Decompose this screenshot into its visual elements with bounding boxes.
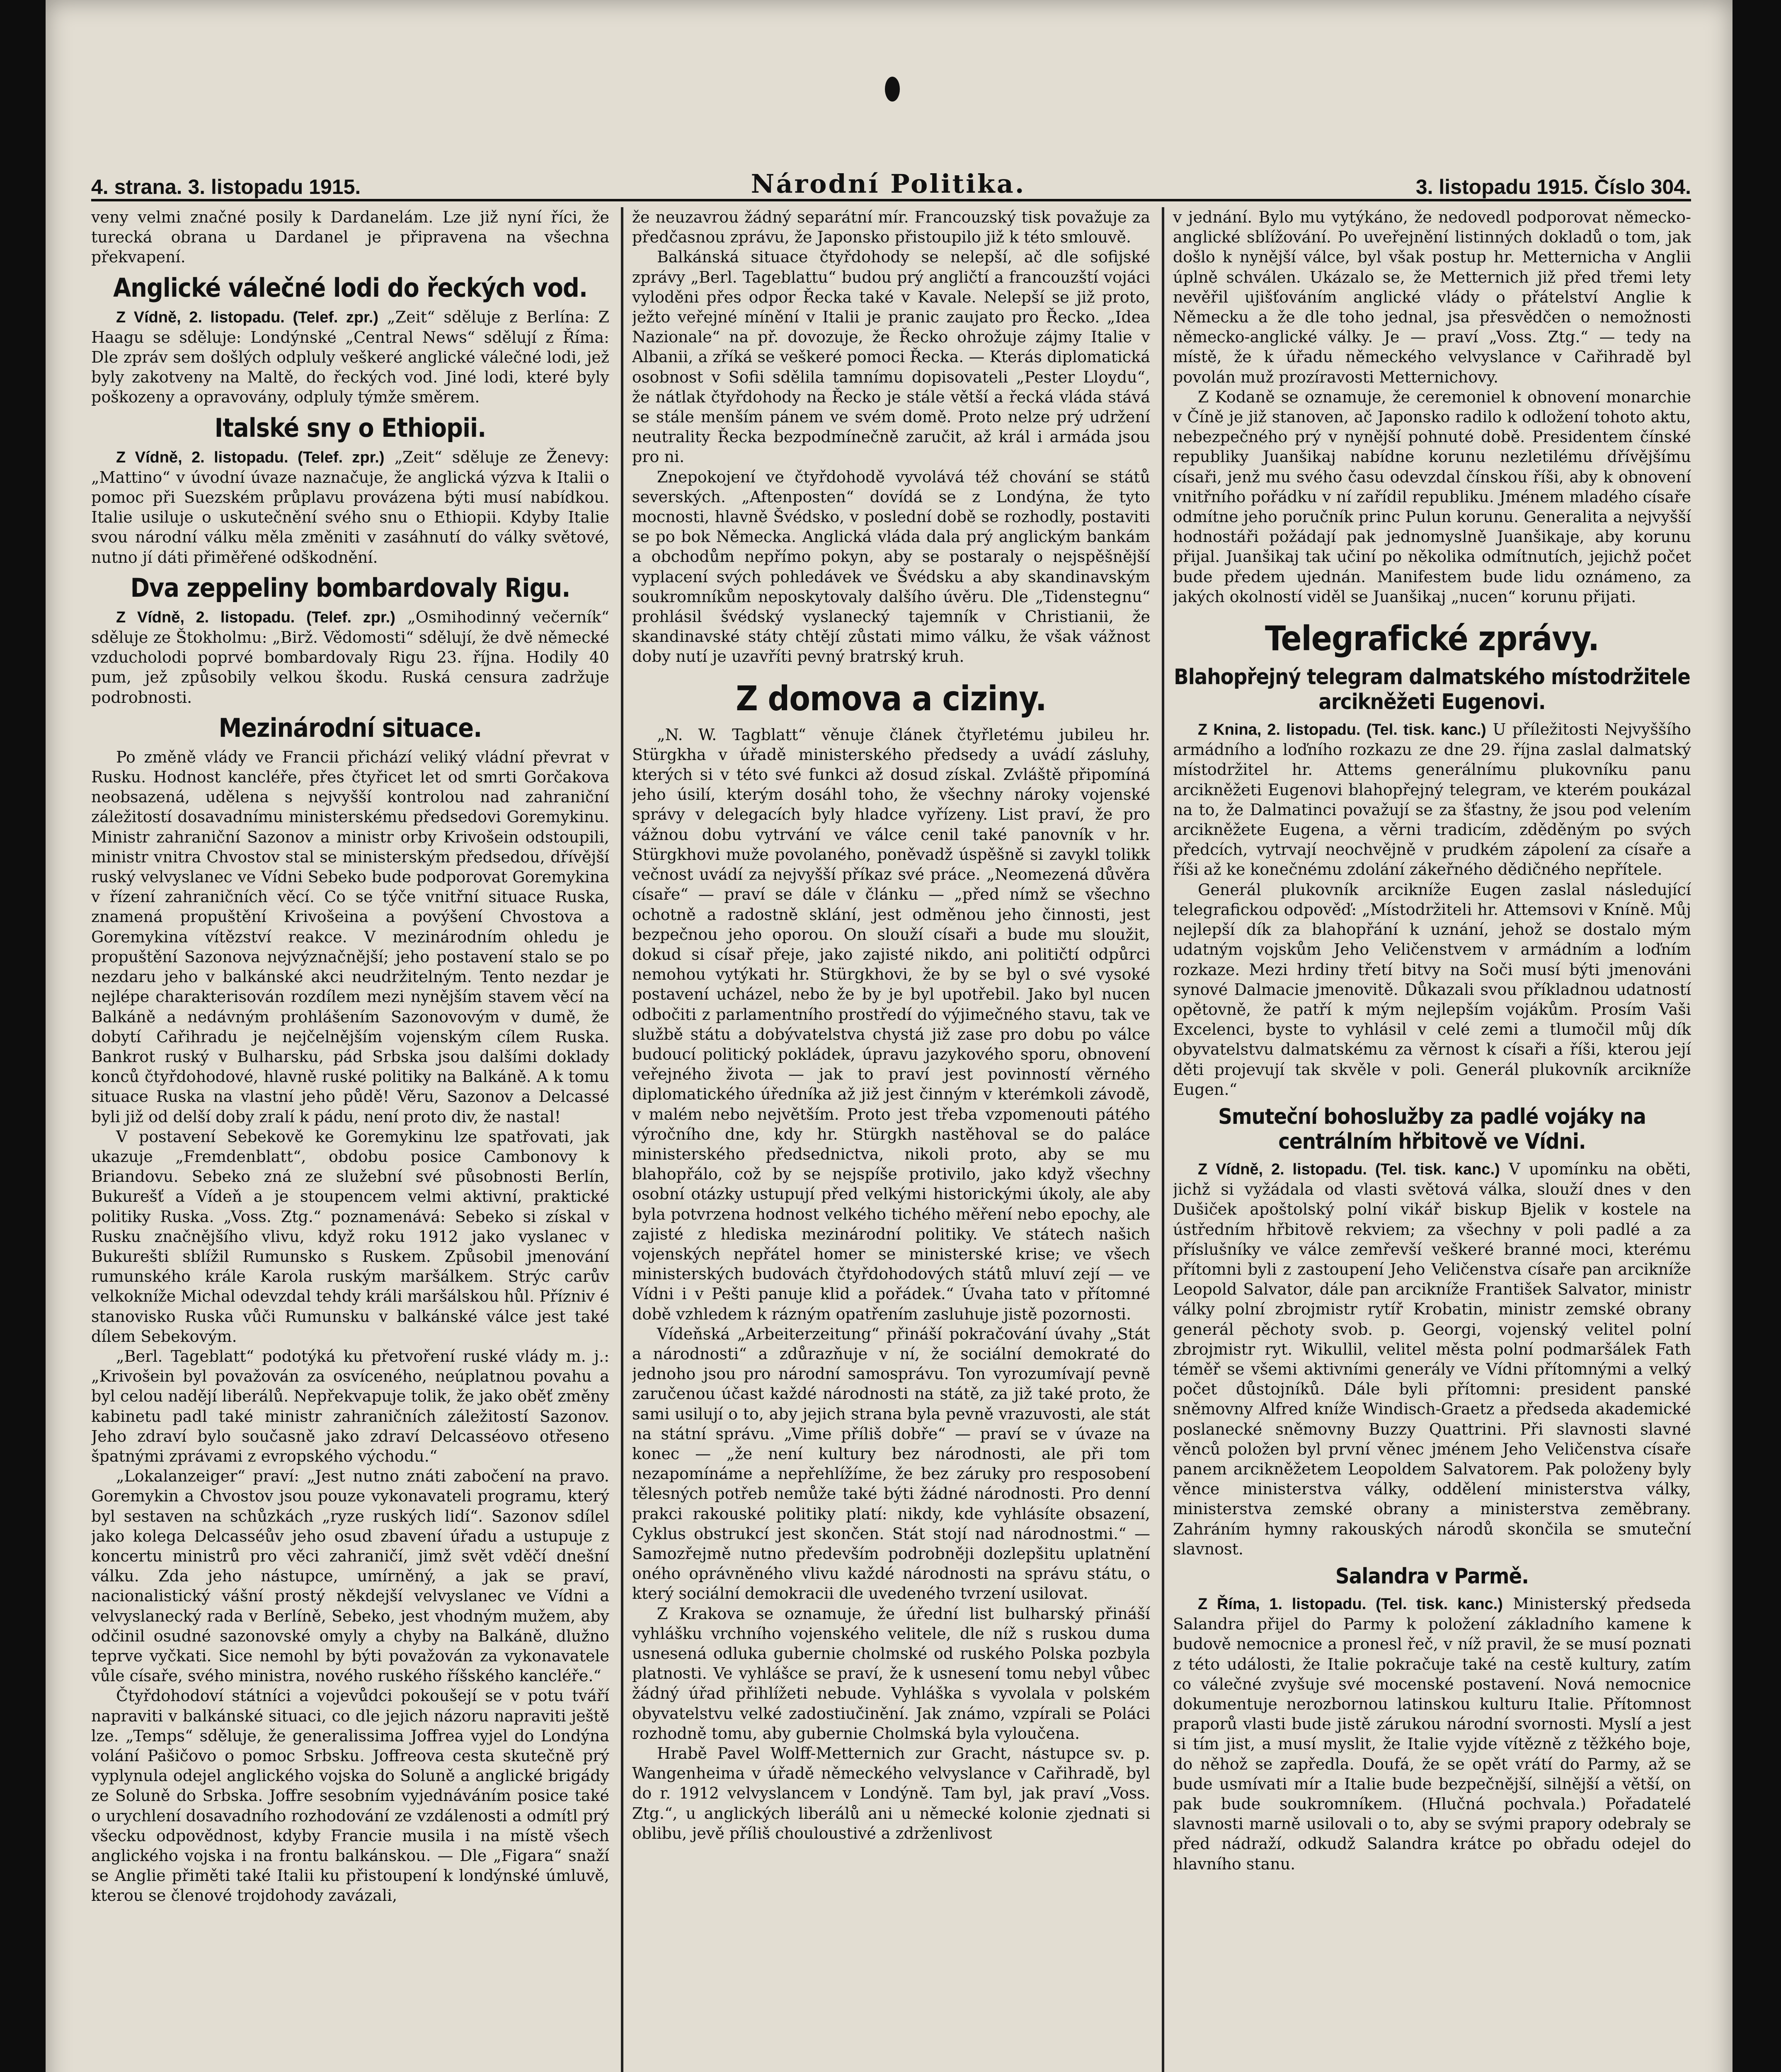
- article-headline: Anglické válečné lodi do řeckých vod.: [113, 272, 588, 303]
- article-headline: Mezinárodní situace.: [218, 712, 482, 743]
- paragraph: Z Kodaně se oznamuje, že ceremoniel k obnovení monarchie v Číně je již stanoven, ač Japonsko radilo k odložení tohoto aktu, nebezpečného prý v nynější pohnuté době. Presidentem čínské republiky Juanšikaj nabídne korunu nezletilému dřívějšímu císaři, jenž mu svého času odevzdal čínskou říši, aby k obnovení vnitřního pořádku v ní zařídil republiku. Jménem mladého císaře odmítne jeho poručník princ Pulun korunu. Generalita a nejvyšší hodnostáři požádají pak jednomyslně Juanšikaje, aby korunu přijal. Juanšikaj tak učiní po několika odmítnutích, jejichž počet bude předem ujednán. Manifestem bude lidu oznámeno, za jakých okolností viděl se Juanšikaj „nucen“ korunu přijati.: [1173, 387, 1691, 606]
- column-divider: [621, 207, 623, 2072]
- paragraph: Znepokojení ve čtyřdohodě vyvolává též chování se států severských. „Aftenposten“ dovídá se z Londýna, že tyto mocnosti, hlavně Švédsko, v poslední době se rozhodly, postaviti se po bok Německa. Anglická vláda dala prý anglickým bankám a obchodům nepřímo pokyn, aby se postaraly o nejspěšnější vyplacení svých pohledávek ve Švédsku a aby skandinavským soukromníkům neposkytovaly dalšího úvěru. Dle „Tidenstegnu“ prohlásil švédský vyslanecký tajemník v Christianii, že skandinavské státy chtějí zůstati mimo válku, že však vážnost doby nutí je uzavříti pevný bratrský kruh.: [632, 467, 1150, 666]
- column-divider: [1162, 207, 1164, 2072]
- paragraph: Z Krakova se oznamuje, že úřední list bulharský přináší vyhlášku vrchního vojenského velitele, dle níž s ruskou duma usnesená odluka gubernie cholmské od ruského Polska pozbyla platnosti. Ve vyhlášce se praví, že k usnesení tomu nebyl vůbec žádný úřad přihlížeti nebude. Vyhláška s vyvolala v polském obyvatelstvu velké zadostiučinění. Jak známo, vzpírali se Poláci rozhodně tomu, aby gubernie Cholmská byla vyloučena.: [632, 1604, 1150, 1743]
- article: [1173, 1564, 1691, 1874]
- article-headline: Italské sny o Ethiopii.: [214, 412, 486, 443]
- article-headline: Blahopřejný telegram dalmatského místodržitele arcikněžeti Eugenovi.: [1174, 665, 1690, 715]
- dateline: Z Říma, 1. listopadu. (Tel. tisk. kanc.): [1198, 1595, 1503, 1613]
- article: [1173, 665, 1691, 1099]
- paragraph: že neuzavrou žádný separátní mír. Francouzský tisk považuje za předčasnou zprávu, že Japonsko přistoupilo již k této smlouvě.: [632, 208, 1150, 247]
- paragraph: [91, 307, 609, 407]
- dateline: Z Vídně, 2. listopadu. (Telef. zpr.): [116, 448, 385, 466]
- paragraph: [1173, 1159, 1691, 1559]
- paragraph: [91, 607, 609, 707]
- paragraph: [1173, 1594, 1691, 1874]
- column-3: [1173, 207, 1691, 2072]
- newspaper-page: [46, 0, 1733, 2072]
- dateline: Z Knina, 2. listopadu. (Tel. tisk. kanc.): [1198, 721, 1486, 739]
- article: [1173, 1104, 1691, 1559]
- article: [91, 413, 609, 567]
- article-text: V upomínku na oběti, jichž si vyžádala od vlasti světová válka, slouží dnes v den Dušiček apoštolský polní vikář biskup Bjelik v kostele na ústředním hřbitově rekviem; za všechny v poli padlé a za příslušníky ve válce zemřevší veškeré branné moci, kterému přítomni byli z zastoupení Jeho Veličenstva císaře pan arcikníže Leopold Salvator, dále pan arcikníže František Salvator, ministr války polní zbrojmistr rytíř Krobatin, ministr zemské obrany generál pěchoty svob. p. Georgi, vojenský velitel polní zbrojmistr ryt. Wikullil, velitel města polní podmaršálek Fath téměř se všemi aktivními generály ve Vídni přítomnými a velký počet důstojníků. Dále byli přítomni: president panské sněmovny Alfred kníže Windisch-Graetz a předseda akademické poslanecké sněmovny Buzzy Quattrini. Při slavnosti slavné věnců položen byl první věnec jménem Jeho Veličenstva císaře panem arcikněžetem Leopoldem Salvatorem. Pak položeny byly věnce ministerstva války, oddělení ministerstva války, ministerstva zemské obrany a ministerstva zeměbrany. Zahráním hymny rakouských národů skončila se smuteční slavnost.: [1173, 1159, 1691, 1558]
- punch-hole: [885, 77, 900, 102]
- article-text: Ministerský předseda Salandra přijel do Parmy k položení základního kamene k budově nemocnice a pronesl řeč, v níž pravil, že se musí poznati z této události, že Italie pokračuje také na cestě kultury, zatím co válečné zvyšuje své mocenské postavení. Nová nemocnice dokumentuje nerozbornou latinskou kulturu Italie. Přítomnost praporů vlasti bude jistě zárukou národní svornosti. Myslí a jest si tím jist, a musí myslit, že Italie vyjde vítězně z těžkého boje, do něhož se zapředla. Doufá, že se opět vrátí do Parmy, až se bude usmívati mír a Italie bude bezpečnější, silnější a větší, on pak bude soukromníkem. (Hlučná pochvala.) Pořadatelé slavnosti marně usilovali o to, aby se svými prapory odebraly se před nádraží, odkudž Salandra krátce po obřadu odejel do hlavního stanu.: [1173, 1594, 1691, 1873]
- newspaper-title: Národní Politika.: [751, 169, 1026, 199]
- article-headline: Salandra v Parmě.: [1335, 1564, 1529, 1589]
- column-1: [91, 207, 609, 2072]
- paragraph: Balkánská situace čtyřdohody se nelepší, ač dle sofijské zprávy „Berl. Tageblattu“ budou prý angličtí a francouzští vojáci vyloděni přes odpor Řecka také v Kavale. Nelepší se již proto, ježto veřejné mínění v Italii je pranic zaujato pro Řecko. „Idea Nazionale“ na př. dovozuje, že Řecko ohrožuje zájmy Italie v Albanii, a zříká se veškeré pomoci Řecka. — Kterás diplomatická osobnost v Sofii sdělila tamnímu dopisovateli „Pester Lloydu“, že nátlak čtyřdohody na Řecko je stále větší a řecká vláda stává se stále menším pánem ve svém domě. Proto nelze prý udržení neutrality Řecka bezpodmínečně zaručit, až král i armáda jsou pro ni.: [632, 248, 1150, 466]
- column-2: [632, 207, 1150, 2072]
- paragraph: „Lokalanzeiger“ praví: „Jest nutno znáti zabočení na pravo. Goremykin a Chvostov jsou pouze vykonavateli programu, který byl sestaven na schůzkách „ryze ruských lidí“. Sazonov sdílel jako kolega Delcasséův jeho osud zbavení úřadu a ustupuje z koncertu ministrů pro věci zahraničí, jimž svět vděčí dnešní válku. Zda jeho nástupce, umírněný, a jak se praví, nacionalistický vášní prostý někdejší velvyslanec ve Vídni a velvyslanecký rada v Berlíně, Sebeko, jest vhodným mužem, aby odčinil osudné sazonovské omyly a chyby na Balkáně, dlužno teprve vyčkati. Sice nemohl by býti považován za vykonavatele vůle císaře, svého ministra, nového ruského říšského kancléře.“: [91, 1467, 609, 1685]
- paragraph: V postavení Sebekově ke Goremykinu lze spatřovati, jak ukazuje „Fremdenblatt“, obdobu posice Cambonovy k Briandovu. Sebeko zná ze služební své působnosti Berlín, Bukurešť a Vídeň a je stoupencem velmi aktivní, praktické politiky Ruska. „Voss. Ztg.“ poznamenává: Sebeko si získal v Rusku značnějšího vlivu, když roku 1912 jako vyslanec v Bukurešti sblížil Rumunsko s Ruskem. Způsobil jmenování rumunského krále Karola ruským maršálkem. Strýc carův velkokníže Michal odevzdal tehdy králi maršálskou hůl. Přízniv é stanovisko Ruska vůči Rumunsku v balkánské válce jest také dílem Sebekovým.: [91, 1127, 609, 1346]
- article: [91, 573, 609, 707]
- article-text: U příležitosti Nejvyššího armádního a loďního rozkazu ze dne 29. října zaslal dalmatský místodržitel hr. Attems generálnímu plukovníku panu arcikněžeti Eugenovi blahopřejný telegram, ve kterém poukázal na to, že Dalmatinci považují se za šťastny, že jsou pod velením arcikněžete Eugena, a věrni tradicím, zděděným po svých předcích, vytrvají neochvějně v prudkém zápolení za císaře a říši až ke konečnému zdolání zákeřného dědičného nepřítele.: [1173, 720, 1691, 879]
- paragraph: Hrabě Pavel Wolff-Metternich zur Gracht, nástupce sv. p. Wangenheima v úřadě německého velvyslance v Cařihradě, byl do r. 1912 velvyslancem v Londýně. Tam byl, jak praví „Voss. Ztg.“, u anglických liberálů ani u německé kolonie zjednati si oblibu, jevě příliš chouloustivé a zdrženlivost: [632, 1744, 1150, 1842]
- dateline: Z Vídně, 2. listopadu. (Tel. tisk. kanc.): [1198, 1160, 1500, 1178]
- paragraph: „N. W. Tagblatt“ věnuje článek čtyřletému jubileu hr. Stürgkha v úřadě ministerského předsedy a uvádí zásluhy, kterých si v této své funkci až dosud získal. Zvláště připomíná jeho úsilí, kterým dosáhl toho, že všechny nároky vojenské správy v delegacích byly hladce vyřízeny. List praví, že pro vážnou dobu vytrvání ve válce cenil také panovník v hr. Stürgkhovi muže povolaného, poněvadž úspěšně si zavykl tolikk večnost uvádí za nejvyšší příkaz své práce. „Neomezená důvěra císaře“ — praví se dále v článku — „před nímž se všechno ochotně a radostně sklání, jest odměnou jeho činnosti, jest bezpečnou jeho oporou. On slouží císaři a bude mu sloužit, dokud si císař přeje, jako zajisté nikdo, ani političtí odpůrci nemohou vytýkati hr. Stürgkhovi, že by se byl o své vysoké postavení ucházel, nebo že by je byl upotřebil. Jako byl nucen odbočiti z parlamentního prostředí do výjimečného stavu, tak ve službě státu a dobývatelstva chystá již zase pro dobu po válce budoucí politický pokládek, úpravu jazykového sporu, obnovení veřejného života — jak to praví jest povinností věrného diplomatického úředníka až již jest činným v kterémkoli závodě, v malém nebo největším. Proto jest třeba vzpomenouti pátého výročního dne, kdy hr. Stürgkh nastěhoval se do paláce ministerského předsednictva, nikoli proto, aby se mu blahopřálo, což by se nejspíše protivilo, jako když všechny osobní otázky ustupují před velkými historickými úkoly, ale aby byla potvrzena hodnost velkého tichého měření nebo epochy, ale zajisté z hlediska mezinárodní politiky. Ve státech našich vojenských nepřátel homer se ministerské krise; ve všech ministerských budovách čtyřdohodových států mluví zejí — ve Vídni i v Pešti panuje klid a pořádek.“ Úvaha tato v přítomné době vzhledem k rázným opatřením zasluhuje jistě pozornosti.: [632, 725, 1150, 1323]
- section-headline: Z domova a ciziny.: [736, 679, 1047, 719]
- paragraph: [91, 447, 609, 567]
- dateline: Z Vídně, 2. listopadu. (Telef. zpr.): [116, 308, 379, 326]
- paragraph: Čtyřdohodoví státníci a vojevůdci pokoušejí se v potu tváří napraviti v balkánské situaci, co dle jejich názoru napraviti ještě lze. „Temps“ sděluje, že generalissima Joffrea vyjel do Londýna volání Pašičovo o pomoc Srbsku. Joffreova cesta skutečně prý vyplynula odejel anglického vojska do Soluně a anglické brigády ze Soluně do Srbska. Joffre sesobním vyjednáváním posice také o urychlení dosavadního rozhodování ze vzdálenosti a odmítl prý všecku odpovědnost, kdyby Francie musila i na místě všech anglického vojska i na frontu balkánskou. — Dle „Figara“ snaží se Anglie přiměti také Italii ku přistoupení k londýnské úmluvě, kterou se členové trojdohody zavázali,: [91, 1687, 609, 1905]
- paragraph: Generál plukovník arcikníže Eugen zaslal následující telegrafickou odpověď: „Místodržiteli hr. Attemsovi v Kníně. Můj nejlepší dík za blahopřání k uznání, jehož se dostalo mým udatným vojskům Jeho Veličenstvem v armádním a loďním rozkaze. Mezi hrdiny třetí bitvy na Soči musí býti jmenováni synové Dalmacie jmenovitě. Důkazali svou příkladnou udatností opětovně, že patří k mým nejlepším vojákům. Prosím Vaši Excelenci, byste to vyhlásil v celé zemi a tlumočil můj dík obyvatelstvu dalmatskému za věrnost k císaři a říši, kterou její děti projevují tak skvěle v poli. Generál plukovník arcikníže Eugen.“: [1173, 880, 1691, 1099]
- article-text: „Zeit“ sděluje ze Ženevy: „Mattino“ v úvodní úvaze naznačuje, že anglická výzva k Italii o pomoc při Suezském průplavu provázena býti musí nabídkou. Italie usiluje o uskutečnění svého snu o Ethiopii. Kdyby Italie svou národní válku měla změniti v zasáhnutí do války světové, nutno jí dáti přiměřené odškodnění.: [91, 448, 609, 566]
- article: [91, 713, 609, 1906]
- paragraph: veny velmi značné posily k Dardanelám. Lze již nyní říci, že turecká obrana u Dardanel je připravena na všechna překvapení.: [91, 208, 609, 266]
- header-left: 4. strana. 3. listopadu 1915.: [91, 175, 361, 198]
- section-headline: Telegrafické zprávy.: [1265, 619, 1599, 659]
- article-text: „Osmihodinný večerník“ sděluje ze Štokholmu: „Birž. Vědomosti“ sdělují, že dvě německé vzducholodi poprvé bombardovaly Rigu 23. října. Hodily 40 pum, jež způsobily velkou škodu. Ruská censura zadržuje podrobnosti.: [91, 608, 609, 707]
- article-text: „Zeit“ sděluje z Berlína: Z Haagu se sděluje: Londýnské „Central News“ sdělují z Říma: Dle zpráv sem došlých odpluly veškeré anglické válečné lodi, jež byly zakotveny na Maltě, do řeckých vod. Jiné lodi, které byly poškozeny a opravovány, odpluly týmže směrem.: [91, 307, 609, 407]
- article-headline: Dva zeppeliny bombardovaly Rigu.: [130, 572, 570, 603]
- paragraph: „Berl. Tageblatt“ podotýká ku přetvoření ruské vlády m. j.: „Krivošein byl považován za osvíceného, neúplatnou povahu a byl celou nadějí liberálů. Nepřekvapuje tolik, že jako oběť změny kabinetu padl také ministr zahraničních záležitostí Sazonov. Jeho zdraví bylo současně jako zdraví Delcasséovo otřeseno špatnými zprávami z evropského východu.“: [91, 1347, 609, 1465]
- paragraph: Vídeňská „Arbeiterzeitung“ přináší pokračování úvahy „Stát a národnosti“ a zdůrazňuje v ní, že sociální demokraté do jednoho jsou pro národní samosprávu. Ton vyrozumívají pevně zaručenou účast každé národnosti na státě, za již také proto, že sami usilují o to, aby jejich strana byla pevně vrazuvosti, ale stát na státní správu. „Vime příliš dobře“ — praví se v úvaze na konec — „že není kultury bez národnosti, ale při tom nezapomínáme a nepřehlížíme, že bez záruky pro resposobení tělesných potřeb nemůže také býti žádné národnosti. Pro denní prakci rakouské politiky platí: nikdy, kde vyhlásíte obsazení, Cyklus obstrukcí jest skončen. Stát stojí nad národnostmi.“ — Samozřejmě nutno především podrobněji dozlepšitu uplatnění oného oprávněného vlivu každé národnosti na správu státu, o který sociální demokracii dle uvedeného tvrzení usilovat.: [632, 1324, 1150, 1603]
- paragraph: Po změně vlády ve Francii přichází veliký vládní převrat v Rusku. Hodnost kancléře, přes čtyřicet let od smrti Gorčakova neobsazená, udělena s nejvyšší kontrolou nad zahraniční záležitostí dosavadnímu ministerskému předsedovi Goremykinu. Ministr zahraniční Sazonov a ministr orby Krivošein odstoupili, ministr vnitra Chvostov stal se ministerským předsedou, dřívější ruský velvyslanec ve Vídni Sebeko bude podporovat Goremykina v řízení zahraničních věcí. Co se týče vnitřní situace Ruska, znamená propuštění Krivošeina a povýšení Chvostova a Goremykina vítězství reakce. V mezinárodním ohledu je propuštění Sazonova nejvýznačnější; jeho postavení stalo se po nezdaru jeho v balkánské akci neudržitelným. Tento nezdar je nejlépe charakterisován rozdílem mezi nynějším stavem věcí na Balkáně a nedávným prohlášením Sazonovovým v dumě, že dobytí Cařihradu je nejčelnějším vojenským cílem Ruska. Bankrot ruský v Bulharsku, pád Srbska jsou dalšími doklady konců čtyřdohodové, hlavně ruské politiky na Balkáně. A k tomu situace Ruska na vlastní jeho půdě! Věru, Sazonov a Delcassé byli již od delší doby zralí k pádu, není proto div, že nastal!: [91, 748, 609, 1126]
- paragraph: [1173, 719, 1691, 880]
- page-header: [91, 170, 1691, 201]
- header-right: 3. listopadu 1915. Číslo 304.: [1415, 175, 1691, 198]
- dateline: Z Vídně, 2. listopadu. (Telef. zpr.): [116, 608, 395, 626]
- paragraph: v jednání. Bylo mu vytýkáno, že nedovedl podporovat německo-anglické sblížování. Po uveřejnění listinných dokladů o tom, jak došlo k nynější válce, byl však postup hr. Metternicha v Anglii úplně schválen. Ukázalo se, že Metternich již před třemi lety nevěřil ujišťováním anglické vlády o přátelství Anglie k Německu a že dle toho jednal, jsa přesvědčen o nemožnosti německo-anglické války. Je — praví „Voss. Ztg.“ — tedy na místě, že k úřadu německého velvyslance v Cařihradě byl povolán muž prozíravosti Metternichovy.: [1173, 208, 1691, 386]
- article: [91, 273, 609, 407]
- article-headline: Smuteční bohoslužby za padlé vojáky na centrálním hřbitově ve Vídni.: [1218, 1104, 1646, 1154]
